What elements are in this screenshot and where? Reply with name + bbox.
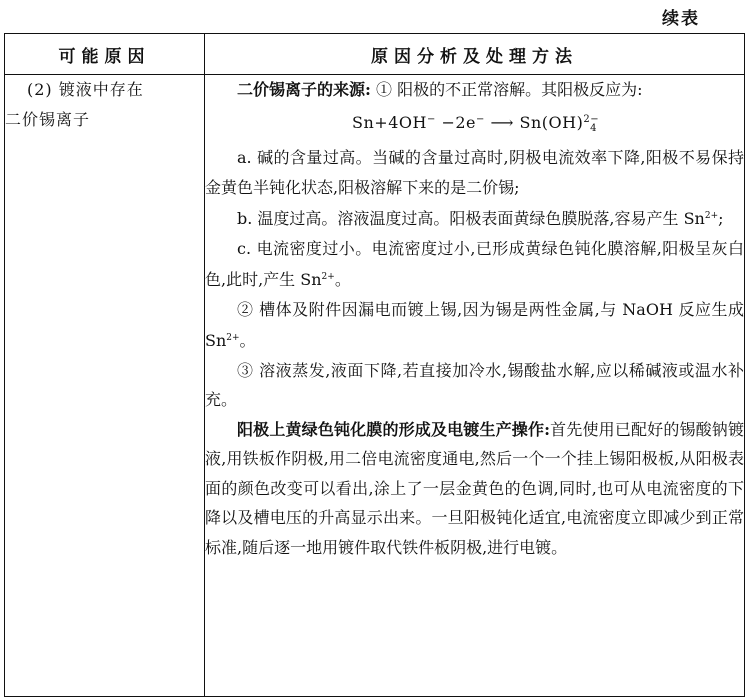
paragraph-c-text: c. 电流密度过小。电流密度过小,已形成黄绿色钝化膜溶解,阳极呈灰白色,此时,产生 Sn <box>205 238 744 289</box>
formula-charge-1: − <box>426 113 436 125</box>
analysis-cell <box>205 75 745 697</box>
table-row <box>5 75 745 697</box>
analysis-table <box>4 33 745 697</box>
paragraph-b-text: b. 温度过高。溶液温度过高。阳极表面黄绿色膜脱落,容易产生 Sn <box>237 209 705 228</box>
paragraph-c <box>205 234 744 295</box>
paragraph-2 <box>205 295 744 356</box>
paragraph-source <box>205 75 744 105</box>
paragraph-a: a. 碱的含量过高。当碱的含量过高时,阴极电流效率下降,阳极不易保持金黄色半钝化状态,阳极溶解下来的是二价锡; <box>205 148 744 197</box>
paragraph-4 <box>205 415 744 563</box>
passivation-heading: 阳极上黄绿色钝化膜的形成及电镀生产操作: <box>237 419 551 439</box>
paragraph-b-end: ; <box>718 209 724 228</box>
paragraph-b-ion: 2+ <box>704 211 719 221</box>
arrow-icon: ⟶ <box>490 112 514 132</box>
cause-line-2: 二价锡离子 <box>5 110 91 129</box>
reaction-formula <box>205 105 744 144</box>
header-cause: 可能原因 <box>5 34 205 75</box>
paragraph-c-ion: 2+ <box>321 272 335 282</box>
formula-charge-2: − <box>476 113 485 125</box>
paragraph-b <box>205 202 744 234</box>
continued-label: 续表 <box>662 9 700 29</box>
cause-line-1: (2) 镀液中存在 <box>27 80 144 99</box>
paragraph-3: ③ 溶液蒸发,液面下降,若直接加冷水,锡酸盐水解,应以稀碱液或温水补充。 <box>205 360 744 409</box>
formula-charge-3: 2− <box>583 113 600 125</box>
source-heading: 二价锡离子的来源: <box>237 80 371 99</box>
formula-mid: −2e <box>441 112 476 132</box>
paragraph-2-text: ② 槽体及附件因漏电而镀上锡,因为锡是两性金属,与 NaOH 反应生成 Sn <box>205 299 744 350</box>
formula-right: Sn(OH) <box>519 112 584 132</box>
paragraph-2-end: 。 <box>239 331 256 350</box>
header-analysis: 原因分析及处理方法 <box>205 34 745 75</box>
formula-left: Sn+4OH <box>352 112 427 132</box>
paragraph-2-ion: 2+ <box>226 333 240 343</box>
formula-subscript: 4 <box>590 122 597 134</box>
passivation-text: 首先使用已配好的锡酸钠镀液,用铁板作阴极,用二倍电流密度通电,然后一个一个挂上锡阳极板,从阳极表面的颜色改变可以看出,涂上了一层金黄色的色调,同时,也可从电流密度的下降以及槽电压的升高显示出来。一旦阳极钝化适宜,电流密度立即减少到正常标准,随后逐一地用镀件取代铁件板阴极,进行电镀。 <box>205 419 744 557</box>
source-text: ① 阳极的不正常溶解。其阳极反应为: <box>376 80 643 99</box>
cause-cell <box>5 75 205 697</box>
paragraph-c-end: 。 <box>334 270 351 289</box>
header-row <box>5 34 745 75</box>
